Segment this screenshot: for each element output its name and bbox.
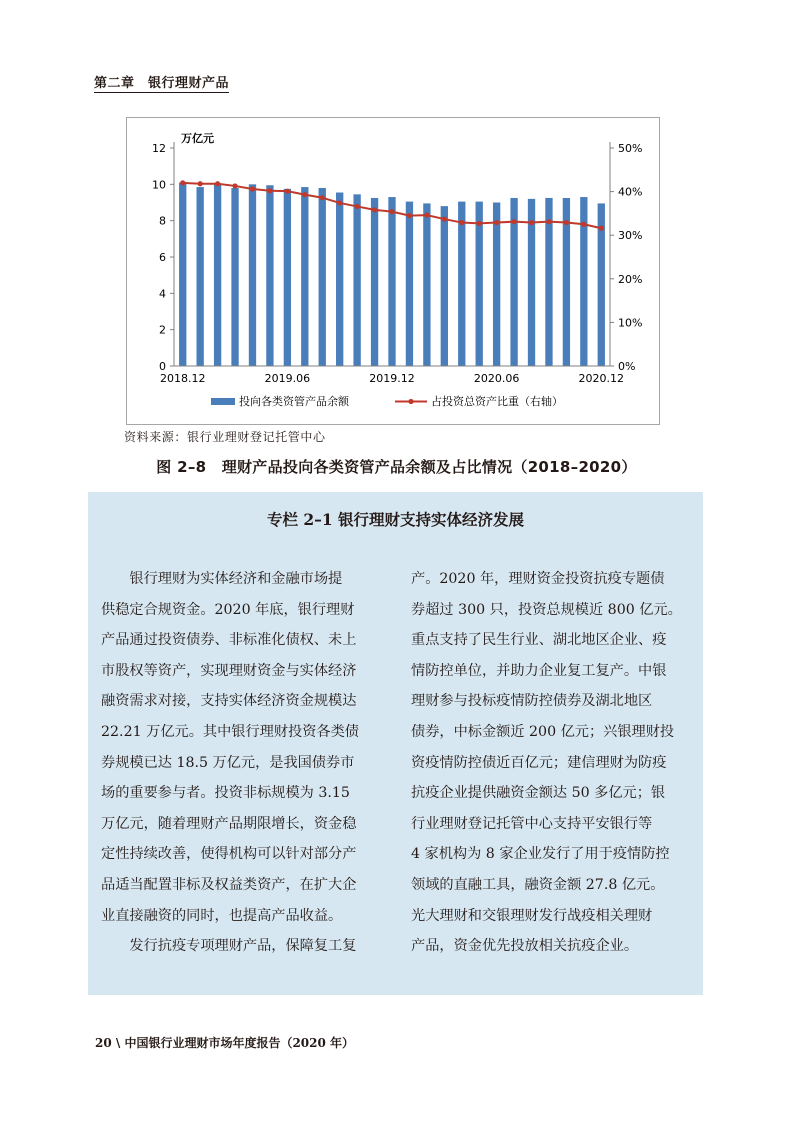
text-line: 定性持续改善，使得机构可以针对部分产 (101, 846, 357, 863)
y-left-tick-label: 2 (159, 323, 166, 337)
bar (214, 184, 221, 366)
bar (249, 184, 256, 366)
y-left-tick-label: 4 (159, 287, 166, 301)
line-point (477, 221, 482, 226)
bar (458, 202, 465, 366)
line-point (494, 220, 499, 225)
text-line: 万亿元，随着理财产品期限增长，资金稳 (101, 815, 357, 832)
text-line: 理财参与投标疫情防控债券及湖北地区 (411, 693, 653, 710)
line-point (267, 188, 272, 193)
x-tick-label: 2019.06 (264, 372, 311, 385)
bar (476, 202, 483, 366)
line-point (564, 220, 569, 225)
text-line: 重点支持了民生行业、湖北地区企业、疫 (411, 632, 667, 649)
text-line: 银行理财为实体经济和金融市场提 (101, 571, 343, 587)
line-point (337, 200, 342, 205)
bar (493, 203, 500, 367)
bar (319, 188, 326, 366)
text-line: 4 家机构为 8 家企业发行了用于疫情防控 (411, 846, 670, 863)
text-line: 产品，资金优先投放相关抗疫企业。 (411, 938, 639, 955)
y-right-tick-label: 30% (618, 229, 643, 243)
y-right-tick-label: 10% (618, 316, 643, 330)
chart-legend (211, 394, 563, 408)
line-point (529, 220, 534, 225)
y-left-tick-label: 8 (159, 214, 166, 228)
line-point (320, 195, 325, 200)
text-line: 券规模已达 18.5 万亿元，是我国债券市 (101, 754, 355, 771)
chart-frame (126, 117, 660, 425)
line-point (459, 220, 464, 225)
feature-box (88, 492, 703, 995)
text-line: 情防控单位，并助力企业复工复产。中银 (411, 662, 667, 679)
bar (388, 197, 395, 366)
text-line: 业直接融资的同时，也提高产品收益。 (101, 907, 343, 924)
feature-box-title: 专栏 2–1 银行理财支持实体经济发展 (266, 510, 525, 529)
y-left-tick-label: 12 (152, 142, 166, 155)
text-line: 产。2020 年，理财资金投资抗疫专题债 (411, 571, 665, 587)
line-point (250, 186, 255, 191)
x-tick-label: 2020.12 (578, 372, 625, 385)
bar (196, 187, 203, 366)
text-line: 供稳定合规资金。2020 年底，银行理财 (101, 601, 355, 618)
bar (353, 194, 360, 366)
line-point (372, 207, 377, 212)
bar (371, 198, 378, 366)
source-note: 资料来源：银行业理财登记托管中心 (124, 430, 326, 444)
line-point (180, 180, 185, 185)
page-footer: 20 \ 中国银行业理财市场年度报告（2020 年） (95, 1036, 355, 1050)
line-point (511, 219, 516, 224)
legend-line-label: 占投资总资产比重（右轴） (431, 395, 563, 408)
y-left-tick-label: 10 (152, 178, 166, 192)
bar (423, 203, 430, 366)
x-tick-label: 2018.12 (159, 372, 206, 385)
feature-box-left-column (101, 564, 386, 962)
line-point (285, 189, 290, 194)
text-line: 领域的直融工具，融资金额 27.8 亿元。 (411, 876, 665, 893)
line-point (442, 216, 447, 221)
bar (284, 189, 291, 366)
y-right-tick-label: 50% (618, 142, 643, 155)
text-line: 22.21 万亿元。其中银行理财投资各类债 (101, 723, 359, 740)
bar (266, 185, 273, 366)
y-left-tick-label: 0 (159, 360, 166, 373)
figure-caption: 图 2–8 理财产品投向各类资管产品余额及占比情况（2018–2020） (156, 458, 637, 476)
line-point (355, 204, 360, 209)
legend-bar-label: 投向各类资管产品余额 (239, 395, 349, 408)
y-right-tick-label: 20% (618, 272, 643, 286)
text-line: 发行抗疫专项理财产品，保障复工复 (101, 938, 357, 955)
bar (441, 206, 448, 366)
text-line: 场的重要参与者。投资非标规模为 3.15 (101, 785, 350, 802)
line-point (302, 192, 307, 197)
y-left-tick-label: 6 (159, 251, 166, 264)
text-line: 券超过 300 只，投资总规模近 800 亿元。 (411, 601, 682, 618)
text-line: 品适当配置非标及权益类资产，在扩大企 (101, 876, 357, 893)
line-point (424, 213, 429, 218)
bar (179, 183, 186, 366)
text-line: 行业理财登记托管中心支持平安银行等 (411, 815, 653, 832)
text-line: 抗疫企业提供融资金额达 50 多亿元；银 (411, 785, 666, 802)
line-point (389, 209, 394, 214)
chart-svg (127, 118, 659, 424)
line-point (407, 213, 412, 218)
y-right-tick-label: 40% (618, 185, 643, 199)
text-line: 资疫情防控债近百亿元；建信理财为防疫 (411, 754, 667, 771)
x-tick-label: 2019.12 (369, 372, 415, 385)
chapter-header: 第二章 银行理财产品 (94, 72, 229, 93)
bar (406, 202, 413, 366)
line-point (215, 181, 220, 186)
bar (301, 187, 308, 366)
line-point (599, 226, 604, 231)
y-right-tick-label: 0% (618, 360, 636, 373)
line-point (232, 183, 237, 188)
line-point (581, 222, 586, 227)
legend-bar-swatch (211, 398, 235, 405)
bar (336, 193, 343, 366)
line-point (546, 219, 551, 224)
text-line: 产品通过投资债券、非标准化债权、未上 (101, 632, 357, 649)
bar (231, 188, 238, 366)
text-line: 市股权等资产，实现理财资金与实体经济 (101, 662, 357, 679)
feature-box-right-column (411, 564, 696, 962)
line-point (198, 181, 203, 186)
text-line: 债券，中标金额近 200 亿元；兴银理财投 (411, 723, 675, 740)
x-tick-label: 2020.06 (473, 372, 520, 385)
legend-line-marker (408, 399, 413, 404)
text-line: 融资需求对接，支持实体经济资金规模达 (101, 693, 357, 710)
y-unit-label: 万亿元 (181, 132, 214, 145)
text-line: 光大理财和交银理财发行战疫相关理财 (411, 907, 653, 924)
